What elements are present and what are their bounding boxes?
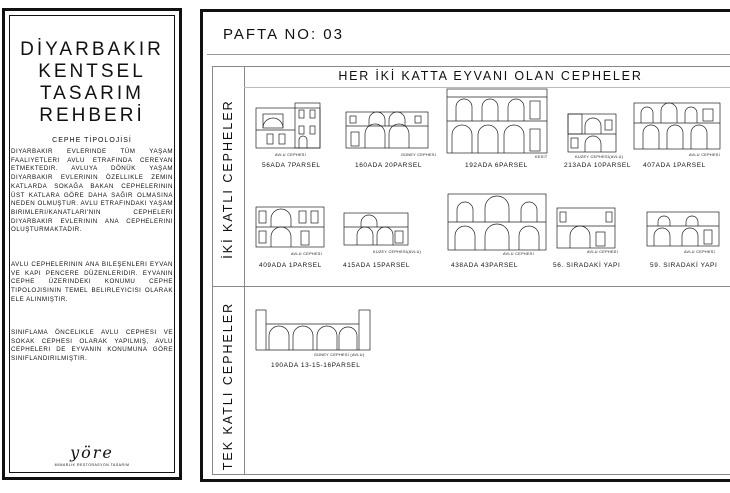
facade-drawing	[646, 210, 720, 248]
sheet-panel	[200, 9, 730, 482]
title-line-2: KENTSEL	[38, 61, 146, 82]
facade-tag: GÜNEY CEPHESİ (AVLU)	[314, 353, 365, 357]
facade-drawing	[345, 108, 429, 150]
facade-caption: 407ADA 1PARSEL	[643, 162, 706, 169]
facade-caption: 160ADA 20PARSEL	[355, 162, 423, 169]
facade-caption: 409ADA 1PARSEL	[259, 262, 322, 269]
facade-drawing	[255, 102, 321, 150]
facade-drawing	[447, 192, 547, 252]
facade-tag: AVLU CEPHESİ	[291, 252, 322, 256]
facade-caption: 56ADA 7PARSEL	[262, 162, 321, 169]
title-line-1: DİYARBAKIR	[20, 39, 164, 60]
row-label-single-storey: TEK KATLI CEPHELER	[221, 301, 235, 471]
facade-drawing	[446, 87, 548, 155]
facade-drawing	[567, 110, 617, 154]
section-heading: CEPHE TİPOLOJİSİ	[52, 137, 132, 144]
facade-caption: 59. SIRADAKİ YAPI	[650, 262, 718, 269]
paragraph-2: AVLU CEPHELERININ ANA BILEŞENLERI EYVAN VE KAPI PENCERE DÜZENLERIDIR. EYVANIN CEPHE ÜZERINDEKI KONUMU CEPHE TIPOLOJISININ TEMEL BELIRLEYICISI OLARAK ELE ALINMIŞTIR.	[11, 261, 173, 303]
logo	[5, 443, 179, 467]
divider	[212, 286, 730, 287]
facade-drawing	[343, 211, 409, 247]
guide-title	[5, 39, 179, 127]
title-line-3: TASARIM	[39, 83, 145, 104]
facade-tag: KUZEY CEPHESİ(AVLU)	[575, 155, 624, 159]
facade-caption: 213ADA 10PARSEL	[564, 162, 632, 169]
paragraph-3: SINIFLAMA ÖNCELIKLE AVLU CEPHESI VE SOKAK CEPHESI OLARAK YAPILMIŞ, AVLU CEPHELERI DE EYVANIN KONUMUNA GÖRE SINIFLANDIRILMIŞTIR.	[11, 329, 173, 363]
facade-caption: 192ADA 6PARSEL	[465, 162, 528, 169]
logo-text: yöre	[70, 443, 114, 462]
facade-caption: 190ADA 13-15-16PARSEL	[271, 362, 361, 369]
facade-caption: 438ADA 43PARSEL	[451, 262, 519, 269]
facade-drawing	[556, 206, 616, 250]
facade-tag: KUZEY CEPHESİ(AVLU)	[373, 250, 422, 254]
facade-caption: 415ADA 15PARSEL	[343, 262, 411, 269]
section-title: HER İKİ KATTA EYVANI OLAN CEPHELER	[338, 69, 643, 83]
facade-tag: AVLU CEPHESİ	[503, 252, 534, 256]
title-line-4: REHBERİ	[39, 105, 145, 126]
divider	[207, 54, 730, 55]
facade-caption: 56. SIRADAKİ YAPI	[553, 262, 621, 269]
facade-tag: AVLU CEPHESİ	[689, 153, 720, 157]
sheet-title: PAFTA NO: 03	[223, 26, 344, 43]
facade-tag: GÜNEY CEPHESİ	[401, 153, 437, 157]
facade-tag: AVLU CEPHESİ	[275, 153, 306, 157]
logo-subtitle: MİMARLIK RESTORASYON TASARIM	[54, 463, 130, 467]
paragraph-1: DIYARBAKIR EVLERINDE TÜM YAŞAM FAALIYETLERI AVLU ETRAFINDA CEREYAN ETMEKTEDIR. AVLUYA DÖNÜK YAŞAM DIYARBAKIR EVLERININ ÖZELLIKLE ZEMIN KATLARDA SOKAĞA BAKAN CEPHELERININ ÜST KATLARA GÖRE DAHA SAĞIR OLMASINA NEDEN OLMUŞTUR. AVLU ETRAFINDAKI YAŞAM BIRIMLERI/KANATLARI'NIN CEPHELERI DIYARBAKIR EVLERININ ANA CEPHELERINI OLUŞTURMAKTADIR.	[11, 148, 173, 234]
facade-drawing	[633, 101, 721, 151]
row-label-two-storey: İKİ KATLI CEPHELER	[221, 99, 235, 259]
guide-cover-panel	[2, 8, 182, 480]
facade-tag: AVLU CEPHESİ	[684, 250, 715, 254]
facade-drawing	[255, 205, 325, 249]
facade-drawing	[255, 306, 371, 352]
facade-tag: AVLU CEPHESİ	[587, 250, 618, 254]
facade-tag: KESİT	[535, 155, 548, 159]
